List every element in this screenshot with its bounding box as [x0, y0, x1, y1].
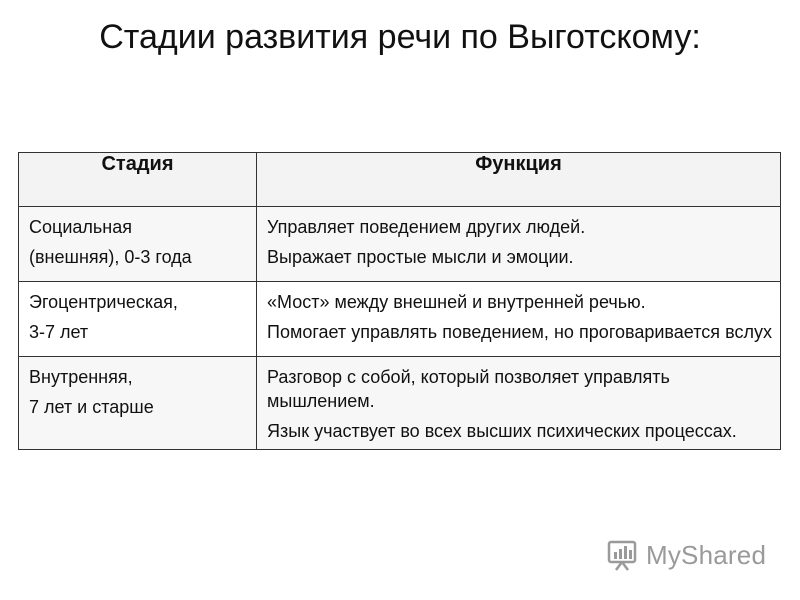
- watermark-logo: [606, 538, 766, 572]
- function-line: Язык участвует во всех высших психических процессах.: [267, 421, 737, 441]
- function-line: Разговор с собой, который позволяет управлять мышлением.: [267, 367, 670, 411]
- stage-name: Социальная: [29, 217, 132, 237]
- stage-age: 3-7 лет: [29, 322, 89, 342]
- stage-cell: [19, 207, 257, 282]
- myshared-logo-icon: [606, 539, 640, 571]
- function-line: «Мост» между внешней и внутренней речью.: [267, 292, 646, 312]
- stage-cell: [19, 282, 257, 357]
- table-row: [19, 357, 781, 450]
- column-header-stage: Стадия: [19, 153, 257, 207]
- function-cell: [257, 207, 781, 282]
- table-row: [19, 282, 781, 357]
- watermark-text: MyShared: [646, 539, 767, 570]
- function-cell: [257, 282, 781, 357]
- function-line: Выражает простые мысли и эмоции.: [267, 247, 574, 267]
- stage-cell: [19, 357, 257, 450]
- stage-age: (внешняя), 0-3 года: [29, 247, 192, 267]
- page-title: Стадии развития речи по Выготскому:: [99, 18, 701, 56]
- stage-age: 7 лет и старше: [29, 397, 154, 417]
- function-line: Помогает управлять поведением, но проговаривается вслух: [267, 322, 772, 342]
- function-line: Управляет поведением других людей.: [267, 217, 586, 237]
- table-row: [19, 207, 781, 282]
- stage-name: Внутренняя,: [29, 367, 133, 387]
- table-header-row: [19, 153, 781, 207]
- function-cell: [257, 357, 781, 450]
- stage-name: Эгоцентрическая,: [29, 292, 178, 312]
- stages-table: [18, 152, 781, 450]
- column-header-function: Функция: [257, 153, 781, 207]
